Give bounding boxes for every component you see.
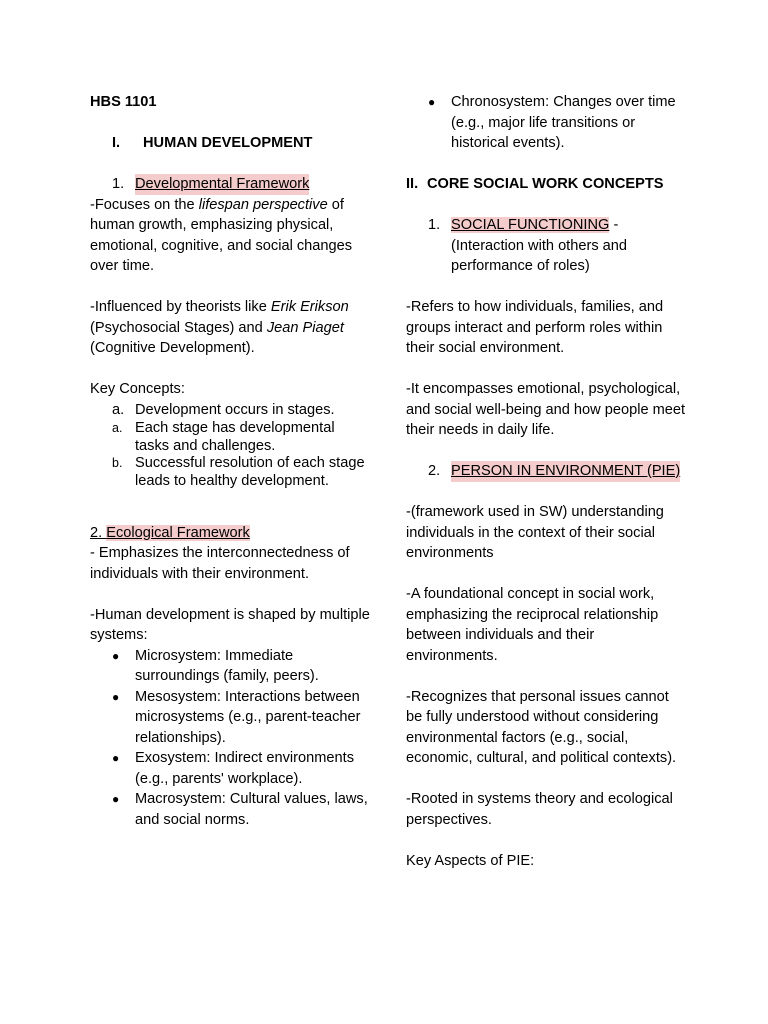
- key-concepts-label: Key Concepts:: [90, 381, 185, 397]
- list-item: ● Exosystem: Indirect environments (e.g., parents' workplace).: [112, 750, 354, 787]
- item-number: 1.: [428, 217, 441, 233]
- paragraph-lifespan: -Focuses on the lifespan perspective of human growth, emphasizing physical, emotional, cognitive, and social changes over time.: [90, 196, 353, 274]
- item-number: 2.: [428, 463, 441, 479]
- section-heading-core-concepts: [406, 174, 686, 195]
- social-functioning-heading: 1. SOCIAL FUNCTIONING - (Interaction with others and performance of roles): [406, 215, 686, 277]
- section-title: HUMAN DEVELOPMENT: [143, 135, 313, 151]
- paragraph-foundational: -A foundational concept in social work, emphasizing the reciprocal relationship between individuals and their environments.: [406, 586, 659, 664]
- systems-list: [90, 646, 370, 831]
- list-item: ● Chronosystem: Changes over time (e.g., major life transitions or historical events).: [428, 94, 676, 151]
- list-item: a. Each stage has developmental tasks and challenges.: [112, 420, 335, 454]
- list-item: ● Macrosystem: Cultural values, laws, and social norms.: [112, 791, 368, 828]
- paragraph-refers: -Refers to how individuals, families, and groups interact and perform roles within their social environment.: [406, 299, 664, 356]
- left-column: [90, 92, 370, 830]
- list-item: b. Successful resolution of each stage leads to healthy development.: [112, 455, 365, 489]
- paragraph-multiple-systems: -Human development is shaped by multiple systems:: [90, 606, 370, 643]
- list-item: a. Development occurs in stages.: [112, 401, 335, 418]
- right-column: [406, 92, 686, 871]
- key-concepts-list: [90, 400, 370, 491]
- course-code: HBS 1101: [90, 94, 157, 110]
- list-item: ● Microsystem: Immediate surroundings (family, peers).: [112, 647, 319, 684]
- section-heading-human-development: [90, 133, 370, 154]
- developmental-framework-heading: [90, 174, 370, 195]
- paragraph-interconnectedness: - Emphasizes the interconnectedness of individuals with their environment.: [90, 545, 350, 582]
- key-aspects-label: Key Aspects of PIE:: [406, 852, 535, 869]
- list-item: ● Mesosystem: Interactions between microsystems (e.g., parent-teacher relationships).: [112, 688, 361, 746]
- paragraph-recognizes: -Recognizes that personal issues cannot be fully understood without considering environmental factors (e.g., social, economic, cultural, and political contexts).: [406, 688, 677, 766]
- paragraph-framework: -(framework used in SW) understanding individuals in the context of their social environments: [406, 504, 664, 561]
- ecological-framework-heading: 2. Ecological Framework: [90, 524, 250, 541]
- pie-heading: [406, 461, 686, 482]
- section-number: I.: [112, 135, 121, 151]
- heading-text: Developmental Framework: [135, 174, 309, 195]
- section-title: CORE SOCIAL WORK CONCEPTS: [427, 176, 664, 192]
- item-number: 1.: [112, 176, 125, 192]
- paragraph-theorists: -Influenced by theorists like Erik Erikson (Psychosocial Stages) and Jean Piaget (Cognitive Development).: [90, 299, 349, 356]
- paragraph-encompasses: -It encompasses emotional, psychological, and social well-being and how people meet their needs in daily life.: [406, 381, 686, 438]
- heading-text: PERSON IN ENVIRONMENT (PIE): [451, 461, 680, 482]
- section-number: II.: [406, 176, 419, 192]
- paragraph-rooted: -Rooted in systems theory and ecological perspectives.: [406, 791, 673, 828]
